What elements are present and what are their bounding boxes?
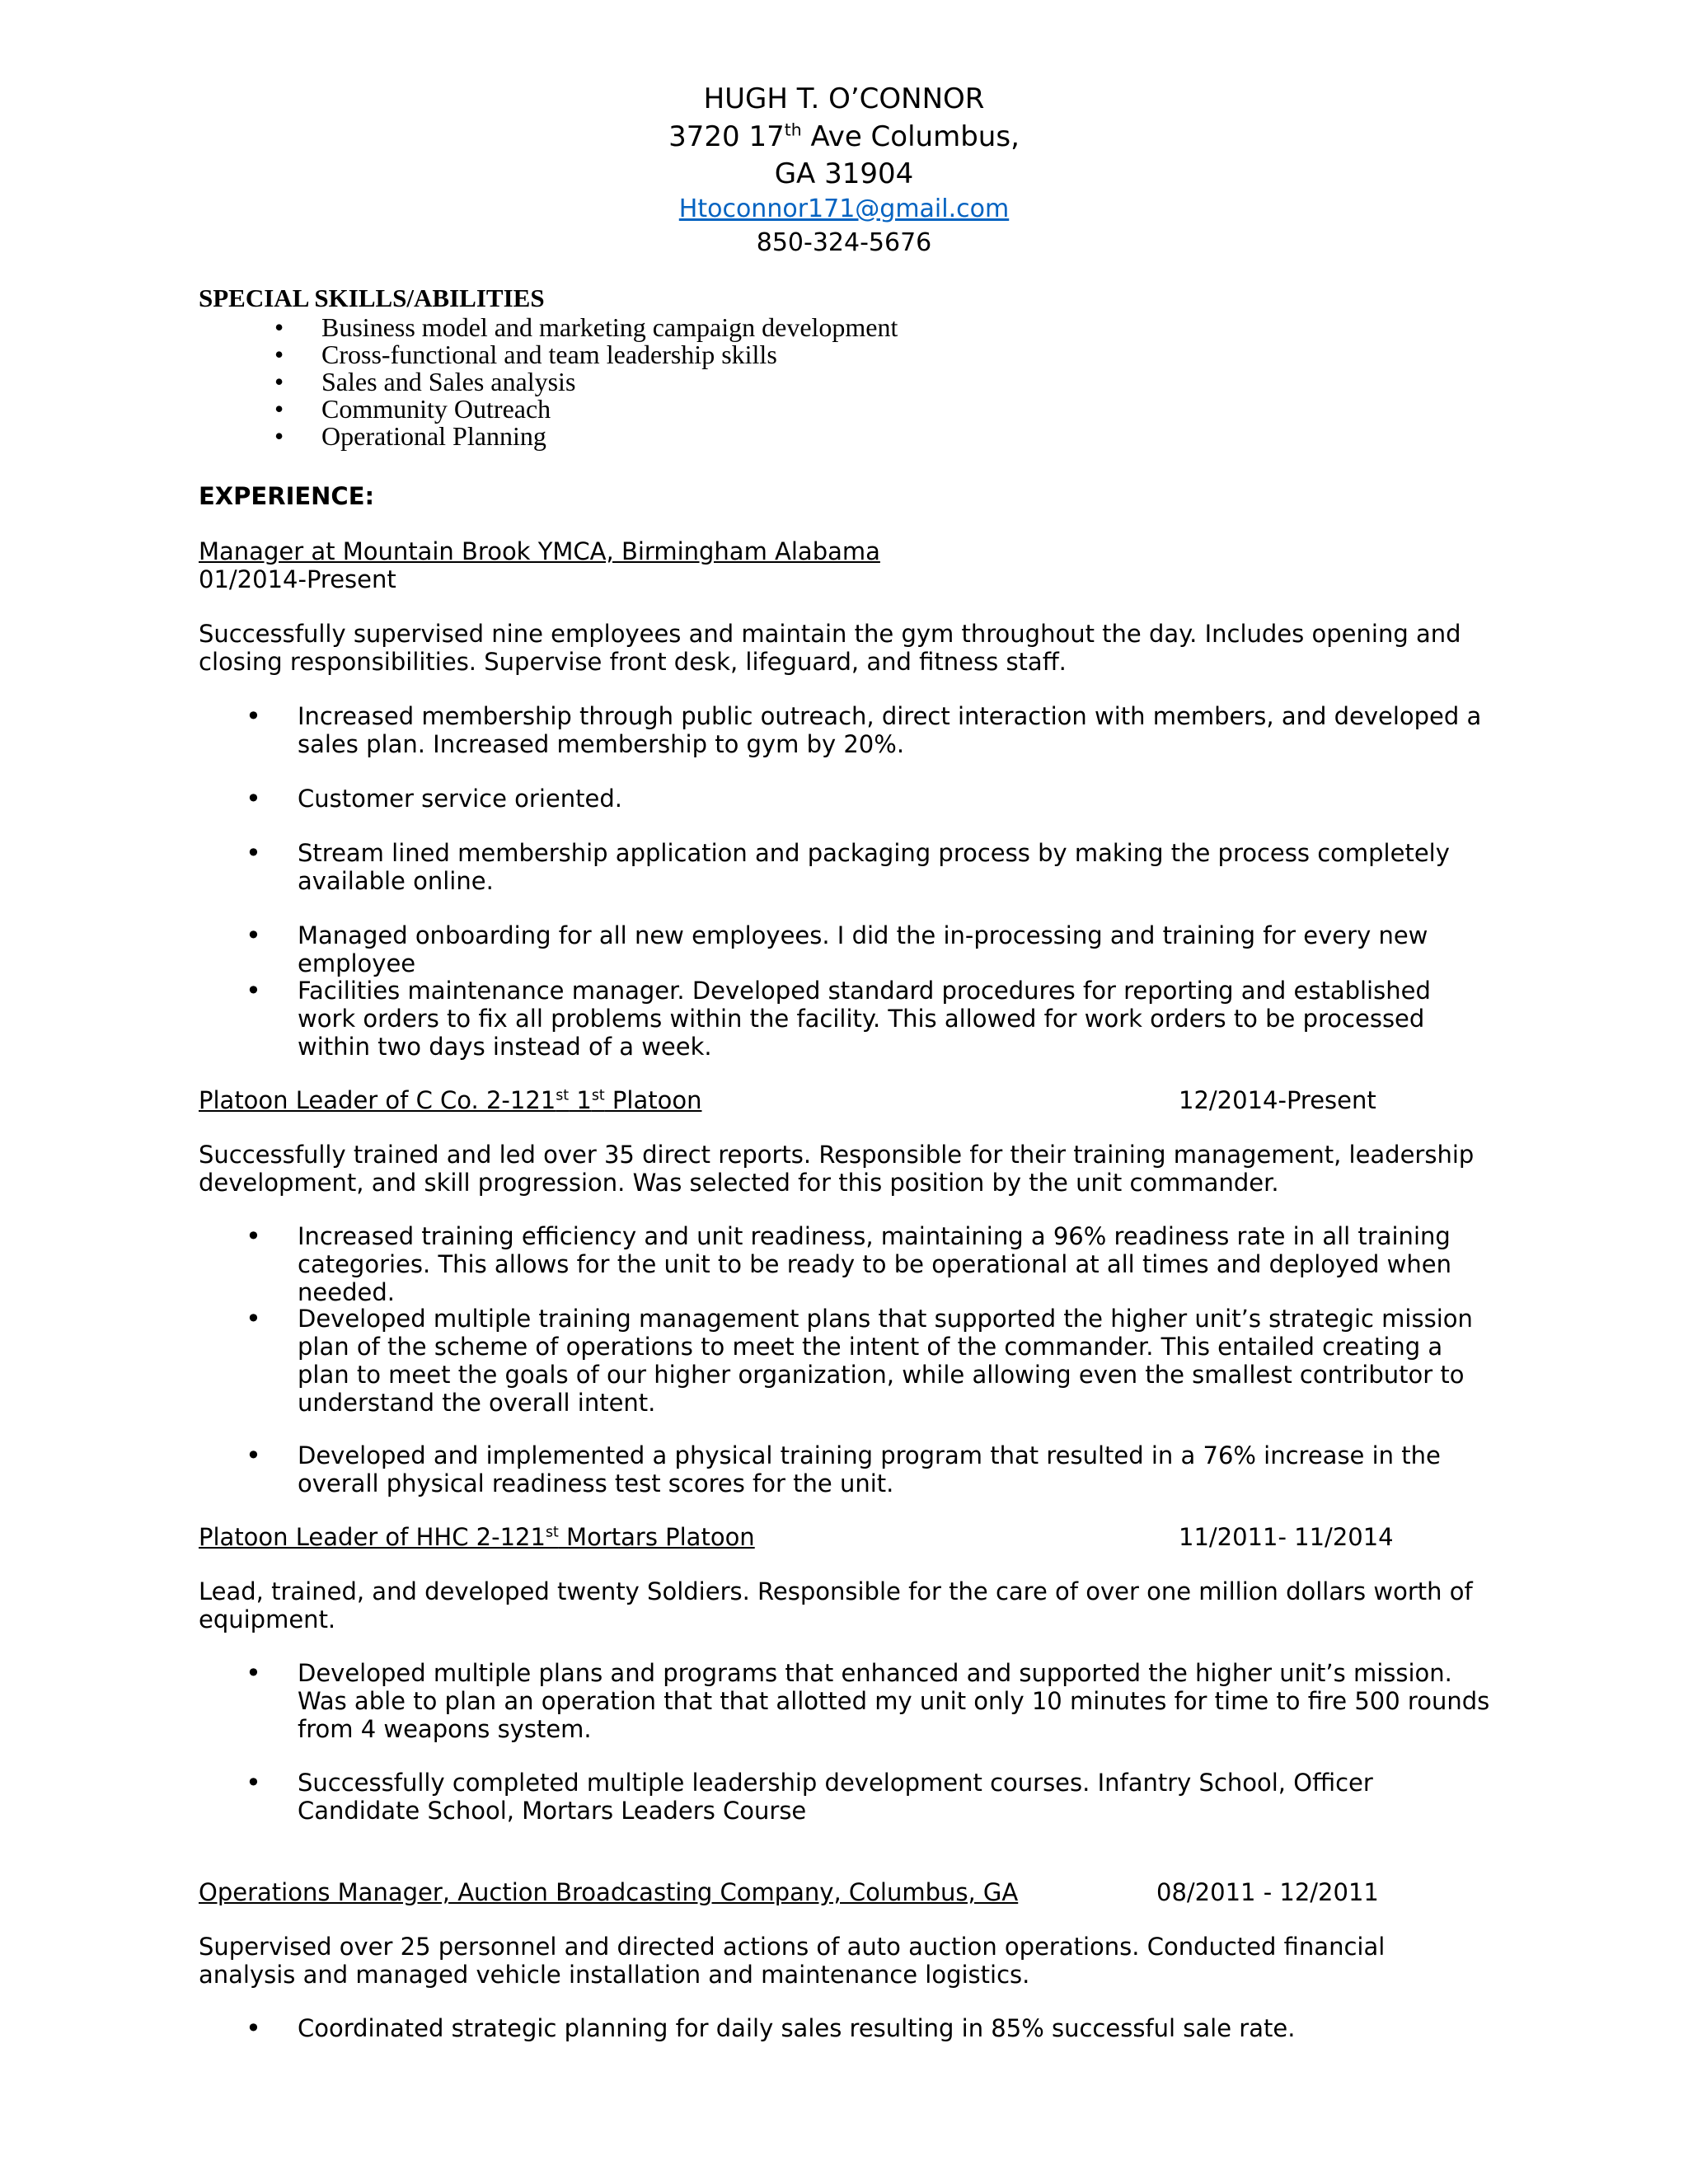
bullet-icon: • bbox=[246, 783, 261, 814]
job-bullet: Customer service oriented. bbox=[298, 785, 622, 813]
bullet-icon: • bbox=[274, 367, 284, 396]
bullet-icon: • bbox=[246, 701, 261, 732]
job-title: Operations Manager, Auction Broadcasting Company, Columbus, GA bbox=[199, 1878, 1019, 1906]
job-title: Manager at Mountain Brook YMCA, Birmingham Alabama bbox=[199, 537, 880, 565]
job-summary: Lead, trained, and developed twenty Soldiers. Responsible for the care of over one million dollars worth of equipment. bbox=[199, 1577, 1473, 1633]
bullet-icon: • bbox=[246, 1221, 261, 1252]
job-bullet: Coordinated strategic planning for daily sales resulting in 85% successful sale rate. bbox=[298, 2014, 1296, 2042]
bullet-icon: • bbox=[246, 1767, 261, 1798]
bullet-icon: • bbox=[246, 920, 261, 951]
bullet-icon: • bbox=[274, 312, 284, 342]
email-line bbox=[0, 194, 1688, 224]
job-bullet: Developed multiple training management plans that supported the higher unit’s strategic mission plan of the scheme of operations to meet the intent of the commander. This entailed creating a plan to meet the goals of our higher organization, while allowing even the smallest contributor to understand the overall intent. bbox=[298, 1305, 1473, 1417]
job-bullet: Stream lined membership application and packaging process by making the process completely available online. bbox=[298, 839, 1450, 895]
job-bullet: Developed and implemented a physical training program that resulted in a 76% increase in the overall physical readiness test scores for the unit. bbox=[298, 1441, 1441, 1497]
job-bullet: Increased training efficiency and unit readiness, maintaining a 96% readiness rate in all training categories. This allows for the unit to be ready to be operational at all times and deployed when needed. bbox=[298, 1222, 1451, 1306]
bullet-icon: • bbox=[246, 1303, 261, 1334]
job-title: Platoon Leader of HHC 2-121st Mortars Platoon bbox=[199, 1523, 755, 1551]
job-summary: Supervised over 25 personnel and directed actions of auto auction operations. Conducted financial analysis and managed vehicle installation and maintenance logistics. bbox=[199, 1933, 1386, 1989]
job-bullet: Facilities maintenance manager. Developed standard procedures for reporting and established work orders to fix all problems within the facility. This allowed for work orders to be processed within two days instead of a week. bbox=[298, 977, 1431, 1061]
address-line-1: 3720 17th Ave Columbus, bbox=[668, 120, 1020, 153]
skill-item: Business model and marketing campaign development bbox=[321, 312, 898, 342]
job-summary: Successfully trained and led over 35 direct reports. Responsible for their training management, leadership development, and skill progression. Was selected for this position by the unit commander. bbox=[199, 1141, 1475, 1197]
skill-item: Community Outreach bbox=[321, 394, 551, 424]
skills-heading: SPECIAL SKILLS/ABILITIES bbox=[199, 284, 545, 312]
bullet-icon: • bbox=[274, 340, 284, 369]
skill-item: Sales and Sales analysis bbox=[321, 367, 576, 396]
job-summary: Successfully supervised nine employees and maintain the gym throughout the day. Includes opening and closing responsibilities. Supervise front desk, lifeguard, and fitness staff. bbox=[199, 620, 1461, 676]
job-bullet: Successfully completed multiple leadership development courses. Infantry School, Officer Candidate School, Mortars Leaders Course bbox=[298, 1769, 1373, 1825]
bullet-icon: • bbox=[246, 2013, 261, 2044]
bullet-icon: • bbox=[246, 975, 261, 1006]
skill-item: Cross-functional and team leadership skills bbox=[321, 340, 777, 369]
bullet-icon: • bbox=[274, 421, 284, 451]
skill-item: Operational Planning bbox=[321, 421, 546, 451]
address-line-2: GA 31904 bbox=[774, 157, 914, 190]
job-dates: 01/2014-Present bbox=[199, 565, 396, 593]
bullet-icon: • bbox=[246, 837, 261, 869]
job-bullet: Increased membership through public outreach, direct interaction with members, and developed a sales plan. Increased membership to gym by 20%. bbox=[298, 702, 1482, 758]
bullet-icon: • bbox=[246, 1657, 261, 1689]
bullet-icon: • bbox=[274, 394, 284, 424]
job-dates: 08/2011 - 12/2011 bbox=[1156, 1878, 1379, 1906]
phone-number: 850-324-5676 bbox=[756, 228, 932, 257]
job-bullet: Managed onboarding for all new employees. I did the in-processing and training for every new employee bbox=[298, 921, 1428, 977]
job-title: Platoon Leader of C Co. 2-121st 1st Platoon bbox=[199, 1086, 702, 1114]
email-link[interactable]: Htoconnor171@gmail.com bbox=[678, 194, 1010, 223]
job-bullet: Developed multiple plans and programs that enhanced and supported the higher unit’s mission. Was able to plan an operation that that allotted my unit only 10 minutes for time to fire 500 rounds from 4 weapons system. bbox=[298, 1659, 1490, 1743]
job-dates: 11/2011- 11/2014 bbox=[1179, 1523, 1394, 1551]
experience-heading: EXPERIENCE: bbox=[199, 482, 375, 510]
job-dates: 12/2014-Present bbox=[1179, 1086, 1376, 1114]
candidate-name: HUGH T. O’CONNOR bbox=[703, 82, 985, 115]
bullet-icon: • bbox=[246, 1440, 261, 1471]
